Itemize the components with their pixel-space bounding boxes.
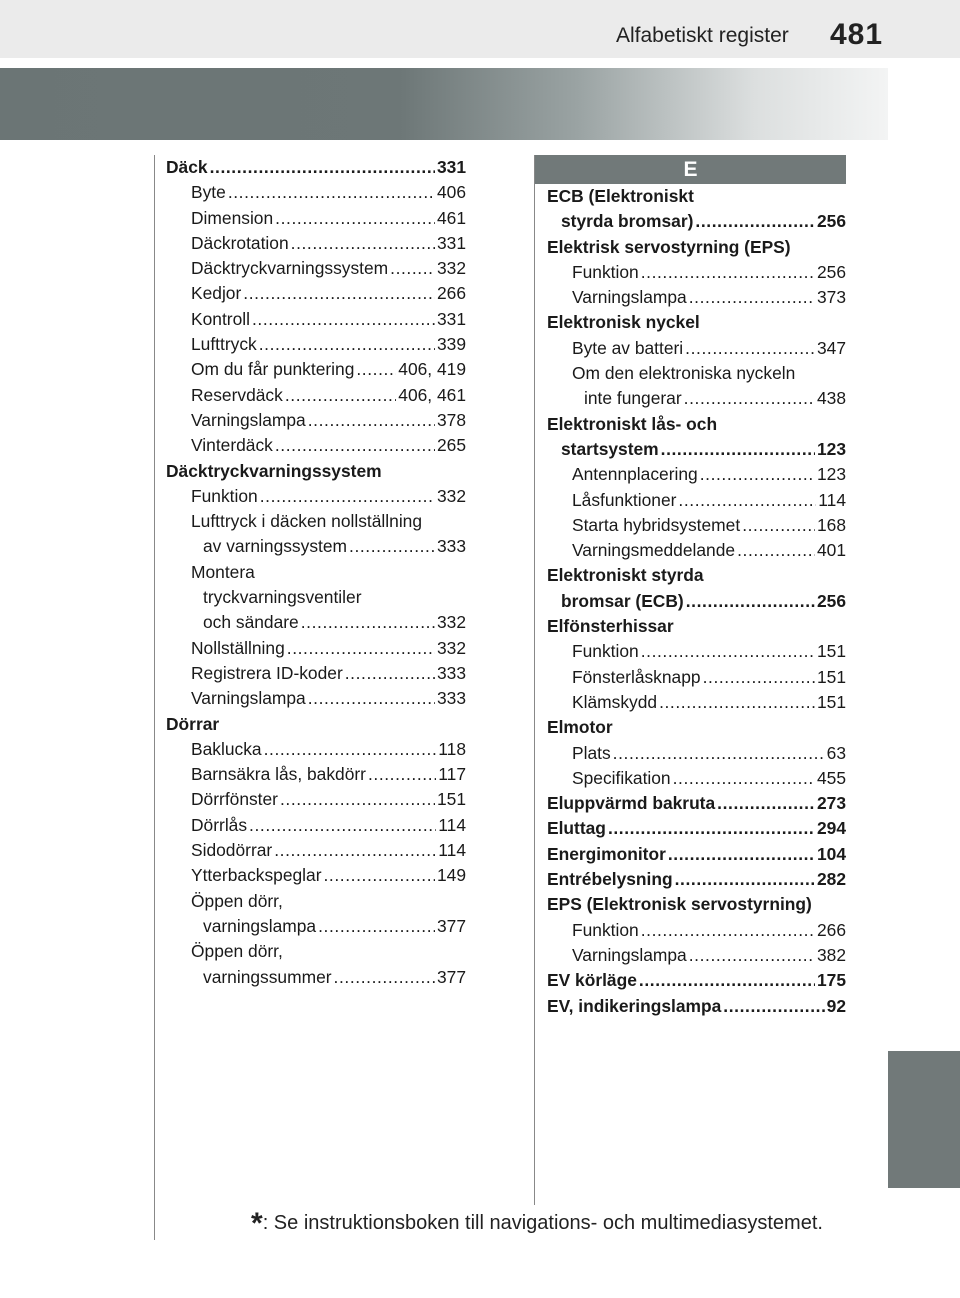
index-entry-page: 63 — [826, 742, 846, 763]
index-entry-text: Om du får punktering — [191, 359, 355, 380]
dot-leader — [659, 690, 815, 715]
index-entry-page: 333 — [436, 536, 466, 557]
dot-leader — [324, 863, 435, 888]
index-entry-text: EPS (Elektronisk servostyrning) — [547, 894, 812, 915]
index-entry — [166, 712, 466, 737]
index-entry-text: Plats — [572, 742, 611, 763]
dot-leader — [260, 484, 435, 509]
index-entry-text: Öppen dörr, — [191, 890, 283, 911]
index-entry — [547, 589, 846, 614]
index-entry-page: 406 — [436, 182, 466, 203]
index-entry-text: Låsfunktioner — [572, 489, 677, 510]
index-entry-page: 377 — [436, 915, 466, 936]
index-entry-text: Elektroniskt lås- och — [547, 413, 718, 434]
index-entry-page: 118 — [438, 738, 466, 759]
index-entry-page: 339 — [436, 334, 466, 355]
index-entry — [166, 256, 466, 281]
index-column-right — [547, 184, 846, 1019]
page-header-bar — [0, 0, 960, 58]
index-entry — [547, 285, 846, 310]
index-entry-text: Reservdäck — [191, 384, 283, 405]
index-entry — [547, 538, 846, 563]
dot-leader — [334, 965, 435, 990]
index-entry — [166, 737, 466, 762]
index-entry-page: 332 — [436, 258, 466, 279]
index-entry — [166, 686, 466, 711]
index-entry — [547, 816, 846, 841]
index-entry-text: tryckvarningsventiler — [203, 587, 362, 608]
footnote-text: : Se instruktionsboken till navigations- och multimediasystemet. — [262, 1212, 823, 1234]
dot-leader — [291, 231, 435, 256]
index-entry — [547, 336, 846, 361]
index-entry-text: Kedjor — [191, 283, 242, 304]
index-entry-text: EV, indikeringslampa — [547, 995, 722, 1016]
index-entry — [547, 386, 846, 411]
page-title: Alfabetiskt register — [616, 24, 789, 47]
index-entry-page: 123 — [816, 464, 846, 485]
dot-leader — [301, 610, 435, 635]
index-entry — [166, 636, 466, 661]
index-entry-page: 455 — [816, 767, 846, 788]
index-entry-page: 266 — [436, 283, 466, 304]
index-entry-page: 401 — [816, 540, 846, 561]
index-entry-text: Dörrfönster — [191, 789, 278, 810]
index-entry-text: Fönsterlåsknapp — [572, 666, 701, 687]
index-entry — [166, 332, 466, 357]
index-entry-text: Montera — [191, 561, 255, 582]
index-entry — [166, 180, 466, 205]
index-entry-page: 114 — [818, 489, 846, 510]
index-entry — [547, 488, 846, 513]
index-entry-text: Ytterbackspeglar — [191, 865, 322, 886]
dot-leader — [668, 842, 815, 867]
index-entry-text: Däckrotation — [191, 232, 289, 253]
index-entry — [166, 585, 466, 610]
index-entry-page: 347 — [816, 337, 846, 358]
section-letter-header: E — [535, 155, 846, 184]
index-entry-text: av varningssystem — [203, 536, 348, 557]
page-number: 481 — [830, 18, 884, 51]
index-entry — [547, 361, 846, 386]
index-entry — [547, 310, 846, 335]
index-entry-text: Nollställning — [191, 637, 285, 658]
index-entry-page: 438 — [816, 388, 846, 409]
dot-leader — [210, 155, 435, 180]
dot-leader — [318, 914, 435, 939]
index-entry-text: Kontroll — [191, 308, 250, 329]
index-entry — [166, 433, 466, 458]
index-entry — [166, 408, 466, 433]
index-entry-page: 104 — [816, 843, 846, 864]
index-entry-text: Byte — [191, 182, 226, 203]
index-entry — [547, 412, 846, 437]
dot-leader — [661, 437, 815, 462]
index-entry-page: 265 — [436, 435, 466, 456]
dot-leader — [742, 513, 815, 538]
index-entry-page: 151 — [816, 666, 846, 687]
index-entry — [547, 968, 846, 993]
index-entry — [547, 918, 846, 943]
index-column-left — [166, 155, 466, 990]
index-entry-page: 332 — [436, 637, 466, 658]
index-entry — [547, 184, 846, 209]
index-entry-page: 149 — [436, 865, 466, 886]
index-entry — [547, 462, 846, 487]
index-entry-text: Varningslampa — [191, 409, 306, 430]
index-entry-text: Däck — [166, 157, 208, 177]
index-entry-text: Barnsäkra lås, bakdörr — [191, 764, 366, 785]
index-entry-text: Dörrlås — [191, 814, 248, 835]
index-entry-page: 92 — [826, 995, 846, 1016]
index-entry-text: Lufttryck — [191, 334, 257, 355]
index-entry-text: Däcktryckvarningssystem — [191, 258, 389, 279]
index-entry-page: 406, 461 — [398, 384, 466, 405]
dot-leader — [689, 943, 815, 968]
index-entry-text: Elektronisk nyckel — [547, 312, 700, 333]
index-entry — [547, 892, 846, 917]
index-entry-text: Öppen dörr, — [191, 941, 283, 962]
index-entry-page: 461 — [436, 207, 466, 228]
index-entry-text: Dörrar — [166, 713, 220, 734]
index-entry-text: ECB (Elektroniskt — [547, 186, 694, 206]
dot-leader — [608, 816, 815, 841]
index-entry-page: 332 — [436, 612, 466, 633]
index-entry-page: 378 — [436, 409, 466, 430]
index-entry — [547, 563, 846, 588]
index-entry-text: Byte av batteri — [572, 337, 684, 358]
index-entry-text: styrda bromsar) — [561, 211, 694, 232]
index-entry — [166, 383, 466, 408]
index-entry-page: 151 — [436, 789, 466, 810]
index-entry-page: 294 — [816, 818, 846, 839]
dot-leader — [308, 686, 435, 711]
index-entry-text: startsystem — [561, 438, 659, 459]
index-entry — [547, 260, 846, 285]
index-entry-text: Registrera ID-koder — [191, 662, 343, 683]
index-entry-text: Eluppvärmd bakruta — [547, 793, 716, 814]
index-entry — [547, 639, 846, 664]
index-entry-text: Elmotor — [547, 717, 613, 738]
index-entry — [547, 690, 846, 715]
index-entry-text: varningssummer — [203, 966, 332, 987]
index-entry-text: Lufttryck i däcken nollställning — [191, 511, 423, 532]
dot-leader — [259, 332, 435, 357]
index-entry — [166, 484, 466, 509]
index-entry-text: Antennplacering — [572, 464, 698, 485]
index-entry-text: Varningsmeddelande — [572, 540, 736, 561]
index-entry-page: 333 — [436, 688, 466, 709]
dot-leader — [684, 386, 815, 411]
index-entry — [547, 209, 846, 234]
index-entry — [166, 206, 466, 231]
index-entry-text: Specifikation — [572, 767, 671, 788]
index-entry-text: Funktion — [572, 641, 639, 662]
index-entry-text: Om den elektroniska nyckeln — [572, 363, 796, 384]
index-entry-text: Starta hybridsystemet — [572, 514, 741, 535]
dot-leader — [356, 357, 396, 382]
index-entry-page: 406, 419 — [398, 359, 466, 380]
index-entry — [547, 766, 846, 791]
index-entry — [547, 867, 846, 892]
dot-leader — [308, 408, 435, 433]
index-entry-page: 331 — [436, 308, 466, 329]
index-entry-text: bromsar (ECB) — [561, 590, 684, 611]
index-entry-page: 333 — [436, 662, 466, 683]
index-entry-page: 256 — [816, 261, 846, 282]
dot-leader — [390, 256, 435, 281]
index-entry — [166, 838, 466, 863]
index-entry — [166, 610, 466, 635]
dot-leader — [673, 766, 815, 791]
dot-leader — [252, 307, 435, 332]
index-entry-text: Dimension — [191, 207, 274, 228]
dot-leader — [274, 838, 436, 863]
dot-leader — [723, 994, 824, 1019]
dot-leader — [641, 639, 815, 664]
index-entry-text: Funktion — [191, 485, 258, 506]
dot-leader — [264, 737, 437, 762]
index-entry-page: 377 — [436, 966, 466, 987]
index-entry-text: Varningslampa — [191, 688, 306, 709]
dot-leader — [228, 180, 435, 205]
index-entry-text: Vinterdäck — [191, 435, 273, 456]
dot-leader — [641, 918, 815, 943]
index-entry — [547, 513, 846, 538]
index-entry-text: Sidodörrar — [191, 840, 273, 861]
index-entry-page: 256 — [816, 211, 846, 232]
index-entry — [166, 813, 466, 838]
index-entry-page: 373 — [816, 287, 846, 308]
dot-leader — [686, 589, 815, 614]
index-entry — [166, 509, 466, 534]
index-entry-text: Baklucka — [191, 738, 262, 759]
index-entry — [166, 939, 466, 964]
footnote — [251, 1207, 823, 1241]
index-entry-page: 273 — [816, 793, 846, 814]
index-entry — [166, 863, 466, 888]
index-entry — [166, 762, 466, 787]
index-entry — [547, 235, 846, 260]
index-entry — [166, 661, 466, 686]
dot-leader — [737, 538, 815, 563]
index-entry-text: Funktion — [572, 261, 639, 282]
index-entry-page: 331 — [436, 232, 466, 253]
dot-leader — [678, 488, 816, 513]
index-entry-page: 256 — [816, 590, 846, 611]
index-entry — [547, 614, 846, 639]
index-entry-text: Varningslampa — [572, 287, 687, 308]
index-entry-text: Energimonitor — [547, 843, 666, 864]
index-entry — [166, 914, 466, 939]
index-entry-page: 332 — [436, 485, 466, 506]
column-divider-left — [154, 155, 155, 1240]
index-entry — [166, 357, 466, 382]
index-entry — [166, 307, 466, 332]
index-side-tab — [888, 1051, 960, 1188]
dot-leader — [703, 665, 815, 690]
index-entry-text: Klämskydd — [572, 691, 658, 712]
index-entry — [547, 842, 846, 867]
index-entry — [547, 943, 846, 968]
index-entry-text: och sändare — [203, 612, 299, 633]
dot-leader — [345, 661, 435, 686]
index-entry — [547, 994, 846, 1019]
dot-leader — [280, 787, 435, 812]
index-entry — [166, 281, 466, 306]
dot-leader — [689, 285, 815, 310]
dot-leader — [675, 867, 815, 892]
dot-leader — [695, 209, 815, 234]
index-entry-page: 114 — [438, 814, 466, 835]
index-entry — [166, 889, 466, 914]
index-entry — [547, 665, 846, 690]
footnote-star: * — [251, 1207, 263, 1240]
index-entry — [547, 791, 846, 816]
index-entry-page: 151 — [816, 691, 846, 712]
dot-leader — [349, 534, 435, 559]
dot-leader — [685, 336, 815, 361]
dot-leader — [641, 260, 815, 285]
dot-leader — [275, 433, 435, 458]
index-entry-text: EV körläge — [547, 970, 637, 991]
index-entry-page: 331 — [436, 157, 466, 177]
index-entry-text: inte fungerar — [584, 388, 682, 409]
dot-leader — [717, 791, 815, 816]
index-entry-page: 175 — [816, 970, 846, 991]
index-entry-page: 168 — [816, 514, 846, 535]
index-entry-page: 123 — [816, 438, 846, 459]
index-entry-page: 114 — [438, 840, 466, 861]
dot-leader — [275, 206, 435, 231]
index-entry — [166, 231, 466, 256]
dot-leader — [700, 462, 815, 487]
index-entry-text: Funktion — [572, 919, 639, 940]
index-entry — [166, 459, 466, 484]
index-entry-text: Elfönsterhissar — [547, 616, 674, 637]
index-entry — [166, 534, 466, 559]
index-entry — [166, 787, 466, 812]
index-entry-text: Entrébelysning — [547, 869, 673, 890]
column-divider-middle — [534, 155, 535, 1205]
index-entry-page: 117 — [438, 764, 466, 785]
index-entry-page: 266 — [816, 919, 846, 940]
dot-leader — [613, 741, 825, 766]
dot-leader — [287, 636, 435, 661]
index-entry-page: 382 — [816, 944, 846, 965]
header-banner — [0, 68, 888, 140]
index-entry — [547, 715, 846, 740]
index-entry — [547, 741, 846, 766]
index-entry — [166, 560, 466, 585]
index-entry-page: 282 — [816, 869, 846, 890]
index-entry-text: varningslampa — [203, 915, 317, 936]
index-entry-text: Elektrisk servostyrning (EPS) — [547, 236, 791, 257]
index-entry-text: Eluttag — [547, 818, 606, 839]
index-entry-page: 151 — [816, 641, 846, 662]
dot-leader — [249, 813, 436, 838]
index-entry-text: Däcktryckvarningssystem — [166, 460, 382, 481]
dot-leader — [243, 281, 435, 306]
index-entry-text: Varningslampa — [572, 944, 687, 965]
dot-leader — [285, 383, 396, 408]
index-entry — [166, 155, 466, 180]
index-entry — [547, 437, 846, 462]
index-entry — [166, 965, 466, 990]
dot-leader — [368, 762, 436, 787]
dot-leader — [639, 968, 815, 993]
index-entry-text: Elektroniskt styrda — [547, 565, 704, 586]
